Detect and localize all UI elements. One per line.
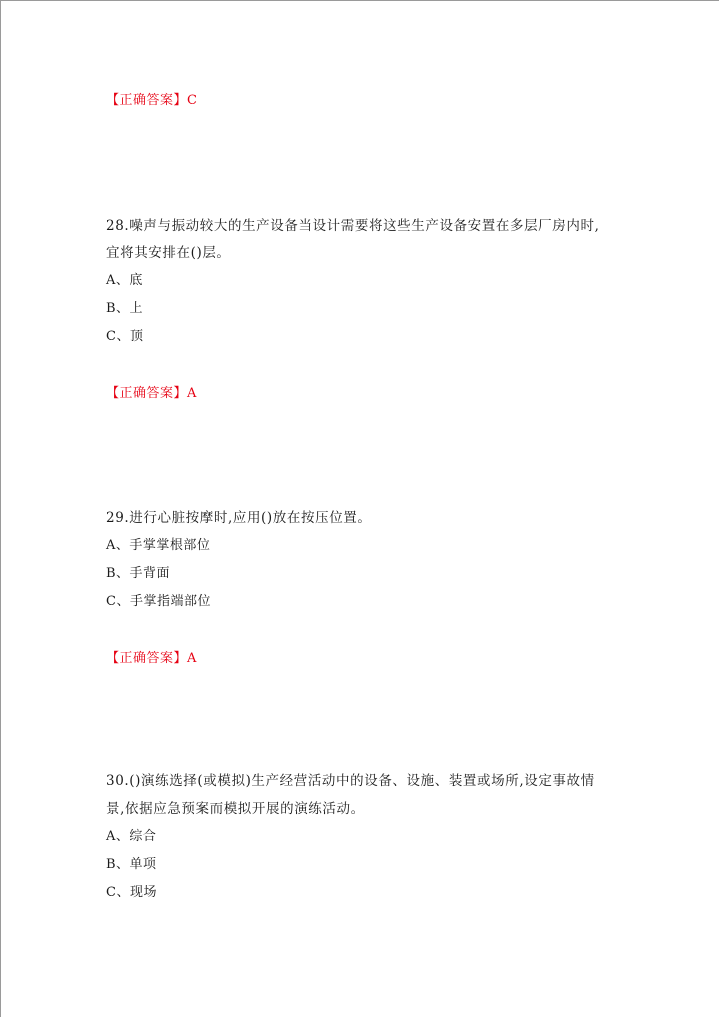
question-29-option-b: B、手背面 [106, 566, 171, 581]
answer-line-prev [106, 92, 197, 110]
answer-line-29 [106, 650, 197, 668]
answer-label: 【正确答案】 [106, 386, 188, 401]
question-29-line-1: 29.进行心脏按摩时,应用()放在按压位置。 [106, 510, 372, 526]
answer-label: 【正确答案】 [106, 651, 188, 666]
question-28-option-b: B、上 [106, 301, 144, 316]
question-30-option-c: C、现场 [106, 885, 157, 900]
question-30-line-1: 30.()演练选择(或模拟)生产经营活动中的设备、设施、装置或场所,设定事故情 [106, 773, 595, 789]
answer-value: C [187, 93, 198, 108]
answer-value: A [187, 651, 197, 666]
question-30-option-a: A、综合 [106, 829, 157, 844]
answer-label: 【正确答案】 [106, 93, 188, 108]
question-28-line-2: 宜将其安排在()层。 [106, 245, 231, 261]
question-30-option-b: B、单项 [106, 857, 157, 872]
question-29-option-c: C、手掌指端部位 [106, 594, 211, 609]
answer-line-28 [106, 385, 197, 403]
answer-value: A [187, 386, 197, 401]
question-28-option-c: C、顶 [106, 329, 144, 344]
question-30-line-2: 景,依据应急预案而模拟开展的演练活动。 [106, 801, 365, 817]
question-28-option-a: A、底 [106, 273, 143, 288]
question-29-option-a: A、手掌掌根部位 [106, 538, 211, 553]
question-28-line-1: 28.噪声与振动较大的生产设备当设计需要将这些生产设备安置在多层厂房内时, [106, 218, 600, 234]
